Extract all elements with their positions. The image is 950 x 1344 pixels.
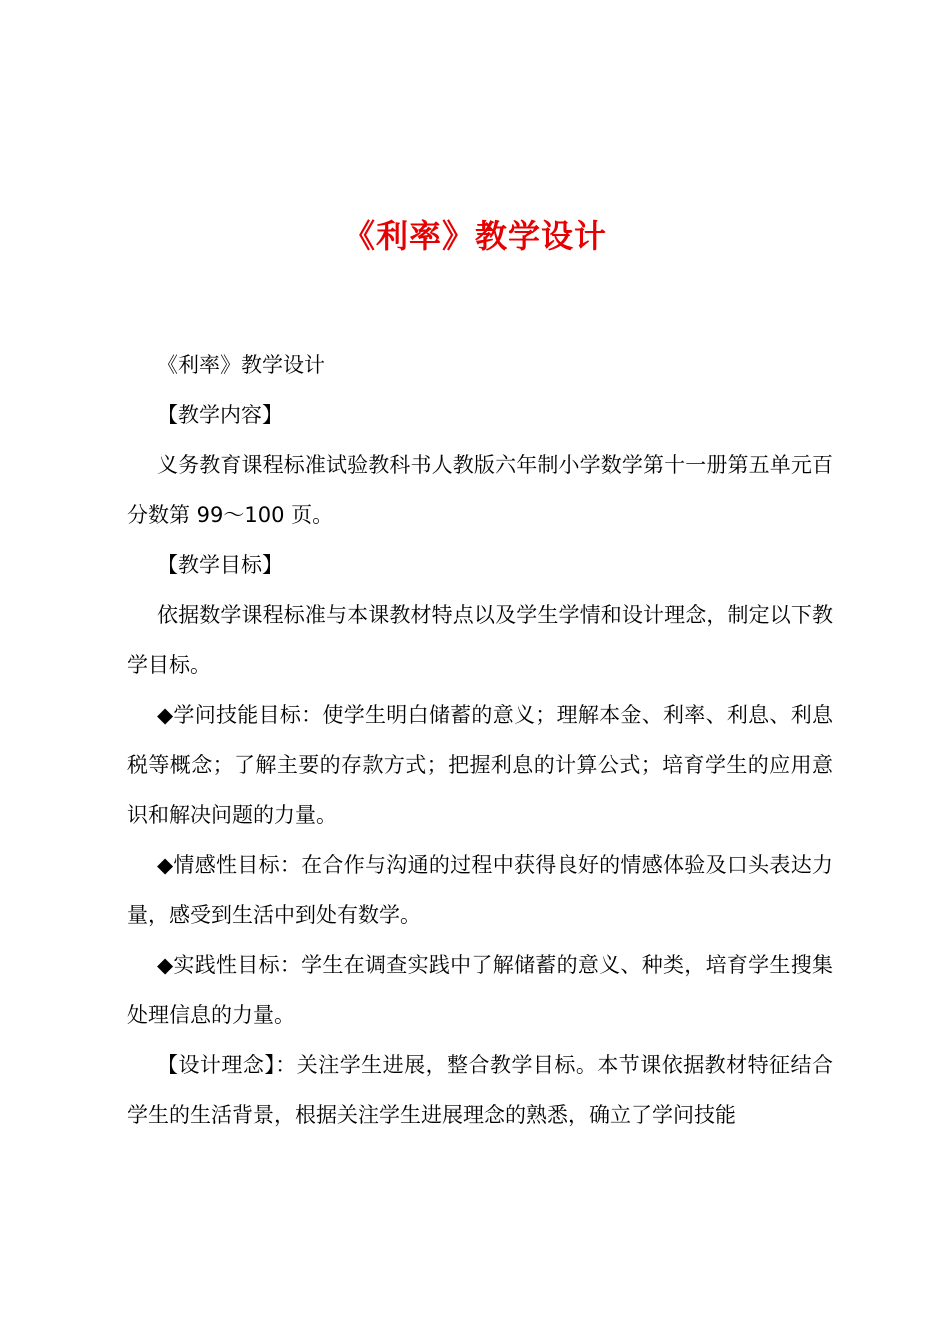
paragraph-emotional-goal: ◆情感性目标：在合作与沟通的过程中获得良好的情感体验及口头表达力量，感受到生活中到处有数学。 — [127, 853, 833, 927]
heading-teaching-goals: 【教学目标】 — [157, 553, 283, 577]
paragraph-practical-goal: ◆实践性目标：学生在调查实践中了解储蓄的意义、种类，培育学生搜集处理信息的力量。 — [127, 953, 833, 1027]
document-title: 《利率》教学设计 — [342, 217, 607, 255]
heading-teaching-content: 【教学内容】 — [157, 403, 283, 427]
document-body — [127, 340, 833, 1140]
paragraph-teaching-goals-intro: 依据数学课程标准与本课教材特点以及学生学情和设计理念，制定以下教学目标。 — [127, 603, 833, 677]
paragraph-teaching-content: 义务教育课程标准试验教科书人教版六年制小学数学第十一册第五单元百分数第 99～100 页。 — [127, 453, 833, 527]
paragraph-subtitle: 《利率》教学设计 — [157, 353, 325, 377]
paragraph-design-concept: 【设计理念】：关注学生进展，整合教学目标。本节课依据教材特征结合学生的生活背景，根据关注学生进展理念的熟悉，确立了学问技能 — [127, 1053, 833, 1127]
paragraph-knowledge-goal: ◆学问技能目标：使学生明白储蓄的意义；理解本金、利率、利息、利息税等概念；了解主要的存款方式；把握利息的计算公式；培育学生的应用意识和解决问题的力量。 — [127, 703, 833, 827]
